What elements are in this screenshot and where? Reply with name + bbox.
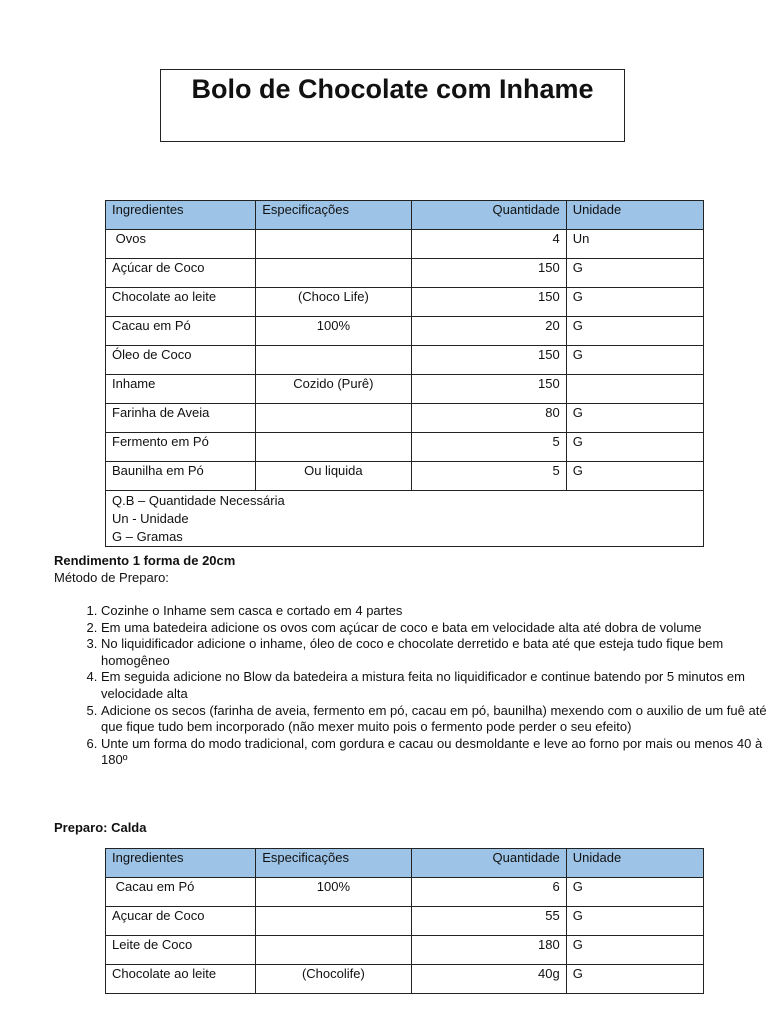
step-item: 6. Unte um forma do modo tradicional, com gordura e cacau ou desmoldante e leve ao forno por mais ou menos 40 à 180º xyxy=(101,736,768,769)
spec-cell xyxy=(256,907,411,936)
unit-cell: G xyxy=(566,317,703,346)
spec-cell: 100% xyxy=(256,878,411,907)
ingredient-cell: Cacau em Pó xyxy=(106,317,256,346)
spec-cell: (Chocolife) xyxy=(256,965,411,994)
qty-cell: 40g xyxy=(411,965,566,994)
legend-line: Q.B – Quantidade Necessária xyxy=(112,493,285,508)
calda-title: Preparo: Calda xyxy=(54,820,147,835)
header-cell: Unidade xyxy=(566,849,703,878)
spec-cell: Ou liquida xyxy=(256,462,411,491)
unit-cell: G xyxy=(566,907,703,936)
table-row xyxy=(106,936,704,965)
qty-cell: 150 xyxy=(411,259,566,288)
qty-cell: 180 xyxy=(411,936,566,965)
unit-cell: G xyxy=(566,936,703,965)
legend-line: Un - Unidade xyxy=(112,511,189,526)
ingredient-cell: Fermento em Pó xyxy=(106,433,256,462)
ingredient-cell: Farinha de Aveia xyxy=(106,404,256,433)
qty-cell: 4 xyxy=(411,230,566,259)
spec-cell: (Choco Life) xyxy=(256,288,411,317)
unit-cell: G xyxy=(566,433,703,462)
unit-cell: G xyxy=(566,878,703,907)
ingredient-cell: Leite de Coco xyxy=(106,936,256,965)
table-row xyxy=(106,404,704,433)
unit-cell: G xyxy=(566,462,703,491)
step-item: 4. Em seguida adicione no Blow da batedeira a mistura feita no liquidificador e continue batendo por 5 minutos em velocidade alta xyxy=(101,669,768,702)
spec-cell: 100% xyxy=(256,317,411,346)
unit-cell: G xyxy=(566,404,703,433)
unit-cell xyxy=(566,375,703,404)
unit-cell: G xyxy=(566,965,703,994)
table-row xyxy=(106,317,704,346)
ingredient-cell: Açúcar de Coco xyxy=(106,259,256,288)
qty-cell: 80 xyxy=(411,404,566,433)
table-row xyxy=(106,878,704,907)
ingredients-table xyxy=(105,200,704,547)
spec-cell xyxy=(256,404,411,433)
steps-list xyxy=(54,603,768,769)
page-title: Bolo de Chocolate com Inhame xyxy=(191,74,594,104)
qty-cell: 150 xyxy=(411,346,566,375)
qty-cell: 6 xyxy=(411,878,566,907)
table-row xyxy=(106,433,704,462)
ingredient-cell: Chocolate ao leite xyxy=(106,288,256,317)
step-item: 2. Em uma batedeira adicione os ovos com açúcar de coco e bata em velocidade alta até dobra de volume xyxy=(101,620,768,637)
table-row xyxy=(106,259,704,288)
table-row xyxy=(106,907,704,936)
header-cell: Quantidade xyxy=(411,849,566,878)
header-cell: Quantidade xyxy=(411,201,566,230)
spec-cell xyxy=(256,936,411,965)
header-cell: Unidade xyxy=(566,201,703,230)
step-item: 5. Adicione os secos (farinha de aveia, fermento em pó, cacau em pó, baunilha) mexendo com o auxilio de um fuê até que fique tudo bem incorporado (não mexer muito pois o fermento pode perder o seu efeito) xyxy=(101,703,768,736)
yield-text: Rendimento 1 forma de 20cm xyxy=(54,553,236,568)
ingredient-cell: Inhame xyxy=(106,375,256,404)
header-cell: Ingredientes xyxy=(106,849,256,878)
table-row xyxy=(106,288,704,317)
table-header-row xyxy=(106,849,704,878)
legend-cell xyxy=(106,491,704,547)
unit-cell: G xyxy=(566,288,703,317)
table-row xyxy=(106,965,704,994)
table-row xyxy=(106,375,704,404)
ingredient-cell: Cacau em Pó xyxy=(106,878,256,907)
ingredient-cell: Chocolate ao leite xyxy=(106,965,256,994)
ingredient-cell: Óleo de Coco xyxy=(106,346,256,375)
spec-cell: Cozido (Purê) xyxy=(256,375,411,404)
step-item: 3. No liquidificador adicione o inhame, óleo de coco e chocolate derretido e bata até que esteja tudo fique bem homogêneo xyxy=(101,636,768,669)
method-title: Método de Preparo: xyxy=(54,570,169,585)
table-row xyxy=(106,230,704,259)
header-cell: Especificações xyxy=(256,201,411,230)
qty-cell: 55 xyxy=(411,907,566,936)
legend-row xyxy=(106,491,704,547)
table-row xyxy=(106,346,704,375)
title-box xyxy=(160,69,625,142)
header-cell: Ingredientes xyxy=(106,201,256,230)
table-row xyxy=(106,462,704,491)
legend-line: G – Gramas xyxy=(112,529,183,544)
qty-cell: 20 xyxy=(411,317,566,346)
spec-cell xyxy=(256,259,411,288)
calda-table xyxy=(105,848,704,994)
qty-cell: 150 xyxy=(411,375,566,404)
spec-cell xyxy=(256,230,411,259)
spec-cell xyxy=(256,433,411,462)
table-header-row xyxy=(106,201,704,230)
qty-cell: 5 xyxy=(411,462,566,491)
qty-cell: 150 xyxy=(411,288,566,317)
step-item: 1. Cozinhe o Inhame sem casca e cortado em 4 partes xyxy=(101,603,768,620)
ingredient-cell: Ovos xyxy=(106,230,256,259)
qty-cell: 5 xyxy=(411,433,566,462)
spec-cell xyxy=(256,346,411,375)
header-cell: Especificações xyxy=(256,849,411,878)
unit-cell: G xyxy=(566,259,703,288)
ingredient-cell: Baunilha em Pó xyxy=(106,462,256,491)
unit-cell: Un xyxy=(566,230,703,259)
ingredient-cell: Açucar de Coco xyxy=(106,907,256,936)
unit-cell: G xyxy=(566,346,703,375)
